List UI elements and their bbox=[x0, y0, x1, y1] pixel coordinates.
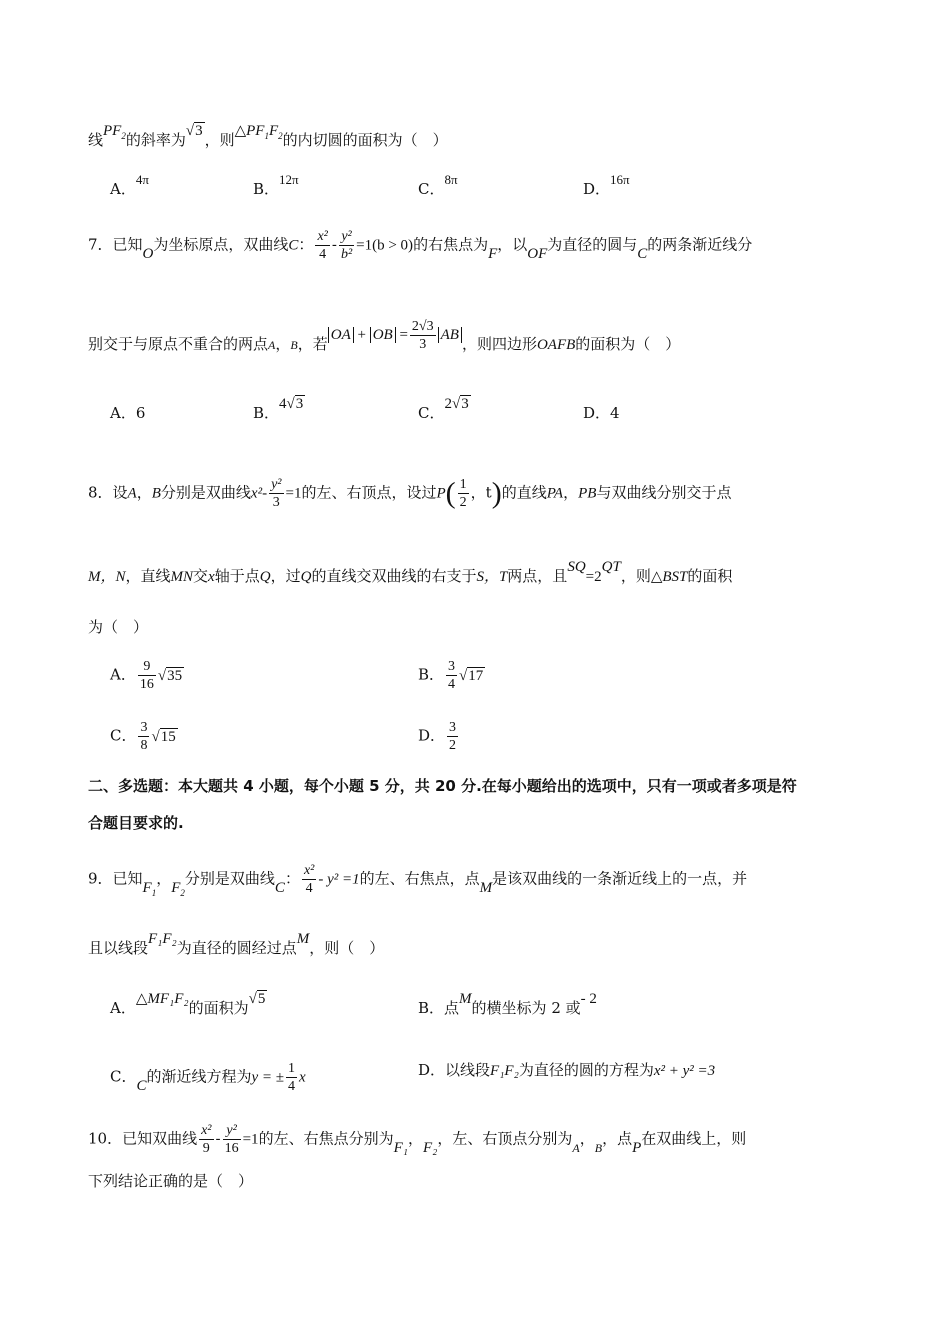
q10-stem-line2: 下列结论正确的是（ ） bbox=[88, 1172, 254, 1190]
q9-stem-line2: 且以线段F₁F₂为直径的圆经过点M，则（ ） bbox=[88, 931, 385, 957]
q7-o: O bbox=[142, 245, 154, 262]
q6-text: 线 bbox=[88, 131, 104, 149]
q7-option-b[interactable]: B．4√3 bbox=[253, 396, 304, 422]
q6-option-c[interactable]: C．8π bbox=[418, 172, 458, 198]
q7-frac-y: $\frac{\text{y²}}{\text{b²}}$ bbox=[340, 229, 353, 262]
q8-stem-line3: 为（ ） bbox=[88, 618, 149, 636]
q8-frac-y: $\frac{\text{y²}}{3}$ bbox=[271, 477, 282, 510]
section2-heading-line2: 合题目要求的. bbox=[88, 814, 184, 832]
q8-stem-line2: M，N，直线MN交x轴于点Q，过Q的直线交双曲线的右支于S，T两点，且SQ=2QT，则△BST的面积 bbox=[88, 559, 733, 585]
q9-option-a[interactable]: A．△MF₁F₂的面积为√5 bbox=[110, 991, 266, 1017]
q6-option-d[interactable]: D．16π bbox=[583, 172, 630, 198]
q8-option-d[interactable]: D． $\frac{3}{2}$ bbox=[418, 720, 457, 753]
q7-option-a[interactable]: A．6 bbox=[110, 404, 146, 422]
q9-option-b[interactable]: B．点M的横坐标为 2 或- 2 bbox=[418, 991, 597, 1017]
q6-option-a[interactable]: A．4π bbox=[110, 172, 149, 198]
q8-option-c[interactable]: C． $\frac{3}{8}$ √15 bbox=[110, 720, 176, 753]
q7-frac-x: $\frac{\text{x²}}{4}$ bbox=[317, 229, 328, 262]
q9-option-d[interactable]: D．以线段F₁F₂为直径的圆的方程为x² + y² =3 bbox=[418, 1061, 716, 1079]
q9-stem-line1: 9．已知$F_1$，$F_2$分别是双曲线C： $\frac{\text{x²}}{4}$ - y² =1的左、右焦点，点M是该双曲线的一条渐近线上的一点，并 bbox=[88, 863, 748, 898]
q6-stem-line: 线$PF_2$的斜率为√3 ，则$\triangle PF_1F_2$的内切圆的面积为（ ） bbox=[88, 123, 448, 149]
section2-heading-line1: 二、多选题：本大题共 4 小题，每个小题 5 分，共 20 分.在每小题给出的选项中，只有一项或者多项是符 bbox=[88, 777, 797, 795]
q8-option-a[interactable]: A． $\frac{9}{16}$ √35 bbox=[110, 659, 183, 692]
q10-stem-line1: 10．已知双曲线 $\frac{\text{x²}}{9}$ - $\frac{\text{y²}}{16}$ =1的左、右焦点分别为F₁，F₂，左、右顶点分别为$_A$，$_B$，点P在双曲线上，则 bbox=[88, 1123, 747, 1156]
q6-triangle: $\triangle PF_1F_2$ bbox=[234, 123, 283, 141]
q9-option-c[interactable]: C．C的渐近线方程为y = ± $\frac{1}{4}$ x bbox=[110, 1061, 306, 1094]
q8-option-b[interactable]: B． $\frac{3}{4}$ √17 bbox=[418, 659, 484, 692]
q7-option-c[interactable]: C．2√3 bbox=[418, 396, 469, 422]
q6-option-b[interactable]: B．12π bbox=[253, 172, 299, 198]
q7-option-d[interactable]: D．4 bbox=[583, 404, 620, 422]
q6-sqrt3: √3 bbox=[185, 123, 203, 139]
q7-condition: OA + OB = $\frac{2√3}{3}$ AB bbox=[328, 327, 462, 343]
q8-stem-line1: 8．设A，B分别是双曲线x²- $\frac{\text{y²}}{3}$ =1的左、右顶点，设过P( $\frac{1}{2}$ ，t)的直线PA，PB与双曲线分别交于点 bbox=[88, 476, 732, 510]
q7-stem-line1: 7．已知O为坐标原点，双曲线C： $\frac{\text{x²}}{4}$ - $\frac{\text{y²}}{\text{b²}}$ =1(b > 0)的右焦点为F，以OF为直径的圆与C的两条渐近线分 bbox=[88, 229, 753, 262]
q6-pf2: $PF_2$ bbox=[103, 123, 126, 141]
q7-stem-line2: 别交于与原点不重合的两点A，B，若 OA + OB = $\frac{2√3}{3}$ AB ，则四边形OAFB的面积为（ ） bbox=[88, 319, 681, 353]
